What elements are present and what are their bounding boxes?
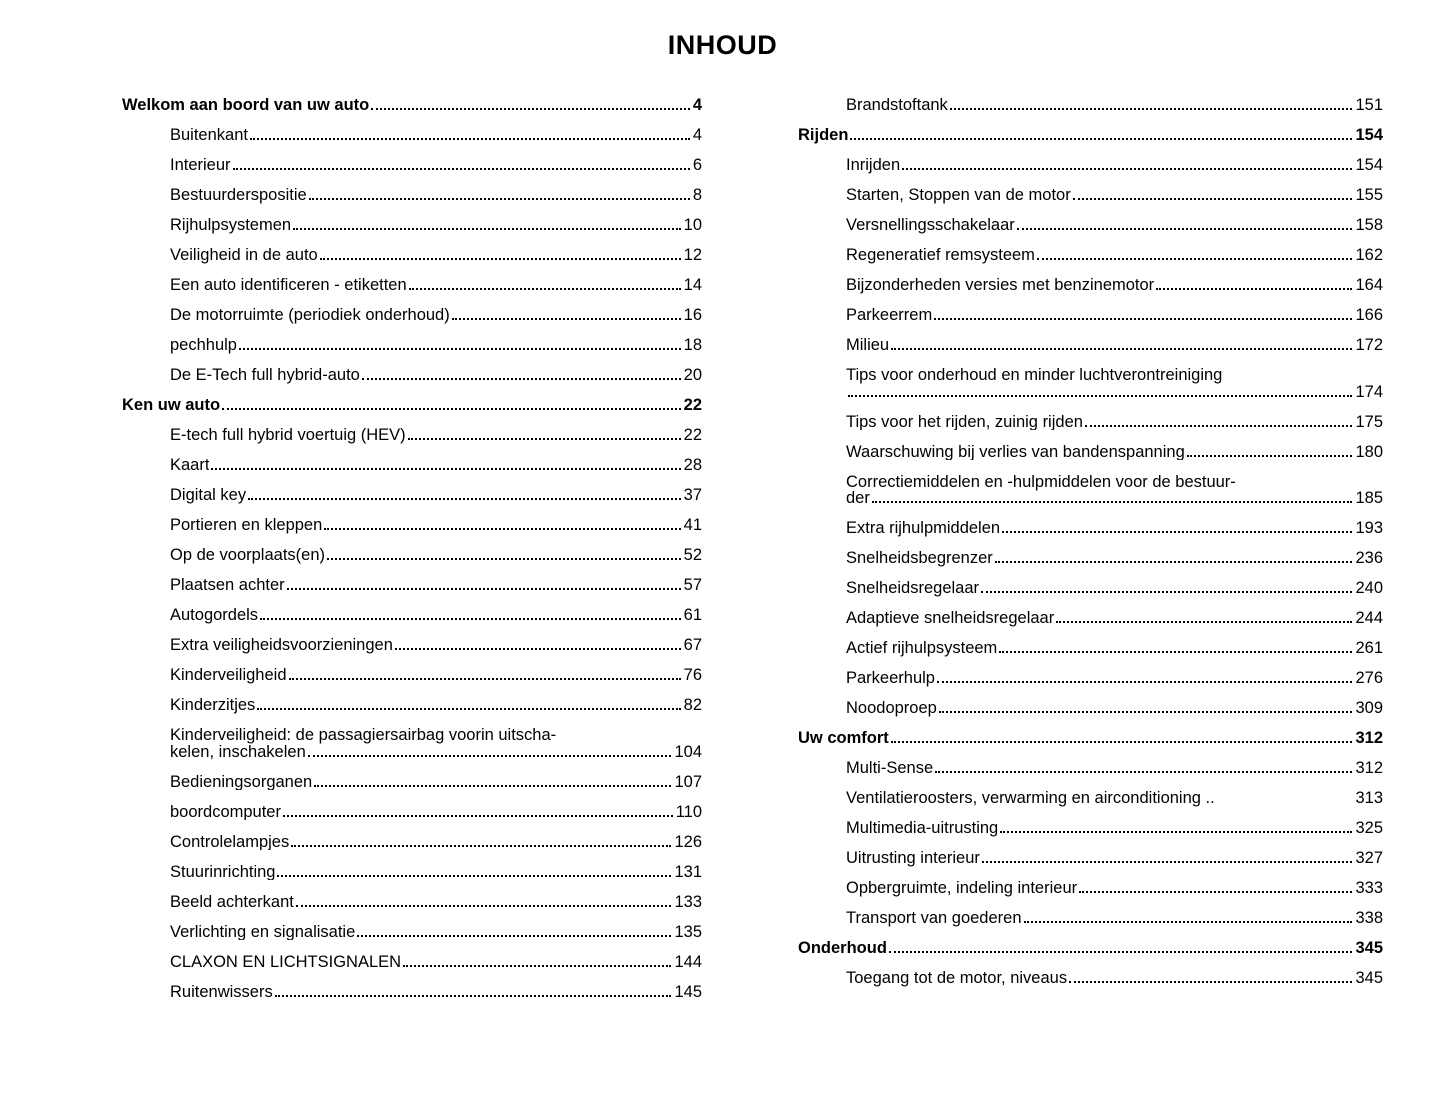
toc-leader-dots (891, 741, 1353, 743)
toc-entry-label: E-tech full hybrid voertuig (HEV) (170, 427, 406, 444)
toc-entry[interactable] (846, 367, 1383, 401)
toc-entry-label: Een auto identificeren - etiketten (170, 277, 407, 294)
toc-entry[interactable] (170, 834, 702, 851)
toc-entry-label: Tips voor het rijden, zuinig rijden (846, 413, 1083, 430)
toc-entry-label: Tips voor onderhoud en minder luchtverontreiniging (846, 366, 1223, 384)
toc-leader-dots (222, 408, 681, 410)
toc-page-number: 41 (683, 516, 702, 534)
toc-entry-label: De E-Tech full hybrid-auto (170, 367, 360, 384)
toc-entry[interactable] (846, 850, 1383, 867)
toc-page-number: 155 (1355, 186, 1383, 204)
toc-entry-label: Extra veiligheidsvoorzieningen (170, 637, 393, 654)
toc-entry[interactable] (846, 307, 1383, 324)
toc-page-number: 8 (692, 186, 702, 204)
toc-leader-dots (950, 108, 1353, 110)
toc-entry-label: Versnellingsschakelaar (846, 217, 1015, 234)
toc-leader-dots (1056, 621, 1352, 623)
toc-entry-label: Bijzonderheden versies met benzinemotor (846, 277, 1155, 294)
toc-leader-dots (248, 498, 681, 500)
toc-entry[interactable] (170, 517, 702, 534)
toc-entry-label: Rijden (798, 127, 849, 144)
toc-leader-dots (408, 438, 681, 440)
toc-leader-dots (296, 905, 672, 907)
toc-entry-label: Multi-Sense (846, 760, 934, 777)
toc-leader-dots (1085, 425, 1353, 427)
toc-entry[interactable] (846, 444, 1383, 461)
toc-leader-dots (1069, 981, 1352, 983)
toc-entry-label: Portieren en kleppen (170, 517, 323, 534)
toc-entry[interactable] (170, 607, 702, 624)
toc-page-number: 313 (1355, 789, 1383, 807)
toc-page-number: 126 (674, 832, 702, 851)
toc-entry[interactable] (170, 457, 702, 474)
toc-page-number: 162 (1355, 246, 1383, 264)
toc-entry-label: Kaart (170, 457, 210, 474)
toc-leader-dots (409, 288, 681, 290)
toc-entry-label: CLAXON EN LICHTSIGNALEN (170, 953, 402, 970)
toc-entry[interactable] (846, 970, 1383, 987)
toc-leader-dots (293, 228, 681, 230)
toc-leader-dots (1000, 831, 1352, 833)
toc-entry[interactable] (170, 697, 702, 714)
toc-page-number: 16 (683, 306, 702, 324)
toc-leader-dots (1073, 198, 1353, 200)
toc-entry-label: Digital key (170, 487, 247, 504)
toc-entry-label: Beeld achterkant (170, 893, 294, 910)
toc-entry-label: Welkom aan boord van uw auto (122, 97, 370, 114)
toc-page-number: 240 (1355, 579, 1383, 597)
toc-page-number: 172 (1355, 336, 1383, 354)
toc-entry-label: Parkeerrem (846, 307, 933, 324)
toc-page-number: 333 (1355, 879, 1383, 897)
toc-entry[interactable] (846, 820, 1383, 837)
toc-leader-dots (275, 995, 672, 997)
toc-entry[interactable] (170, 984, 702, 1001)
toc-page-number: 327 (1355, 849, 1383, 867)
toc-leader-dots (320, 258, 681, 260)
toc-page-number: 6 (692, 156, 702, 174)
page-title: INHOUD (667, 30, 778, 60)
toc-entry-label: Correctiemiddelen en -hulpmiddelen voor de bestuur- (846, 472, 1236, 491)
toc-leader-dots (982, 861, 1353, 863)
toc-entry-label: Transport van goederen (846, 910, 1022, 927)
toc-page-number: 10 (683, 216, 702, 234)
toc-page-number: 154 (1355, 126, 1383, 144)
toc-entry[interactable] (170, 247, 702, 264)
toc-leader-dots (889, 951, 1353, 953)
toc-entry[interactable] (846, 97, 1383, 114)
toc-entry-label: Milieu (846, 337, 890, 354)
toc-entry-label: Bestuurderspositie (170, 187, 307, 204)
toc-page-number: 104 (674, 742, 702, 761)
toc-leader-dots (233, 168, 690, 170)
toc-entry-label: Veiligheid in de auto (170, 247, 318, 264)
toc-entry-label: Ventilatieroosters, verwarming en airconditioning .. (846, 790, 1215, 807)
toc-entry[interactable] (170, 774, 702, 791)
toc-entry-label: De motorruimte (periodiek onderhoud) (170, 307, 450, 324)
toc-page-number: 4 (692, 126, 702, 144)
toc-entry-label-cont: kelen, inschakelen (170, 743, 306, 760)
toc-leader-dots (1037, 258, 1353, 260)
toc-entry[interactable] (846, 670, 1383, 687)
toc-entry[interactable] (846, 550, 1383, 567)
toc-page-number: 164 (1355, 276, 1383, 294)
toc-page-number: 151 (1355, 96, 1383, 114)
toc-entry[interactable] (170, 187, 702, 204)
toc-entry[interactable] (798, 730, 1383, 747)
toc-entry-label: Ken uw auto (122, 397, 221, 414)
toc-entry[interactable] (170, 427, 702, 444)
toc-leader-dots (935, 771, 1352, 773)
toc-entry-label: Rijhulpsystemen (170, 217, 292, 234)
toc-page-number: 28 (683, 456, 702, 474)
toc-page-number: 67 (683, 636, 702, 654)
toc-page-number: 82 (683, 696, 702, 714)
toc-entry[interactable] (846, 790, 1383, 807)
toc-leader-dots (1079, 891, 1352, 893)
toc-entry[interactable] (846, 337, 1383, 354)
toc-entry-label: Waarschuwing bij verlies van bandenspanning (846, 443, 1185, 460)
toc-leader-dots (289, 678, 681, 680)
toc-page-number: 185 (1355, 489, 1383, 507)
toc-leader-dots (995, 561, 1353, 563)
toc-entry-label: Parkeerhulp (846, 670, 935, 687)
toc-entry[interactable] (846, 760, 1383, 777)
toc-page-number: 338 (1355, 909, 1383, 927)
toc-entry-label: Extra rijhulpmiddelen (846, 520, 1001, 537)
toc-entry[interactable] (170, 367, 702, 384)
toc-page-number: 158 (1355, 216, 1383, 234)
toc-page-number: 175 (1355, 412, 1383, 431)
toc-leader-dots (314, 785, 671, 787)
toc-entry[interactable] (846, 700, 1383, 717)
toc-page-number: 180 (1355, 442, 1383, 461)
toc-leader-dots (239, 348, 681, 350)
toc-entry-label: Ruitenwissers (170, 983, 273, 1000)
toc-leader-dots (287, 588, 681, 590)
toc-entry-label: Kinderveiligheid: de passagiersairbag voorin uitscha- (170, 726, 557, 744)
toc-entry[interactable] (846, 277, 1383, 294)
toc-page-number: 135 (674, 922, 702, 941)
toc-leader-dots (1024, 921, 1353, 923)
toc-page-number: 325 (1355, 819, 1383, 837)
toc-page-number: 22 (683, 426, 702, 444)
toc-leader-dots (309, 198, 690, 200)
toc-page-number: 345 (1355, 939, 1383, 957)
toc-page-number: 236 (1355, 549, 1383, 567)
toc-entry-label: Buitenkant (170, 127, 248, 144)
toc-page-number: 20 (683, 366, 702, 384)
toc-page-number: 193 (1355, 519, 1383, 537)
toc-entry[interactable] (170, 894, 702, 911)
toc-entry[interactable] (846, 520, 1383, 537)
toc-leader-dots (848, 395, 1352, 397)
toc-page (0, 30, 1445, 1100)
toc-entry[interactable] (170, 337, 702, 354)
toc-leader-dots (902, 168, 1352, 170)
toc-page-number: 52 (683, 546, 702, 564)
toc-entry[interactable] (170, 277, 702, 294)
toc-entry[interactable] (170, 547, 702, 564)
toc-leader-dots (999, 651, 1352, 653)
toc-entry[interactable] (846, 474, 1383, 508)
toc-entry-label: Snelheidsregelaar (846, 580, 980, 597)
toc-entry[interactable] (170, 127, 702, 144)
toc-entry[interactable] (170, 637, 702, 654)
toc-columns (0, 97, 1445, 1014)
toc-entry[interactable] (846, 880, 1383, 897)
toc-page-number: 244 (1355, 609, 1383, 627)
toc-entry-label: Inrijden (846, 157, 901, 174)
toc-entry[interactable] (846, 414, 1383, 431)
toc-entry[interactable] (846, 247, 1383, 264)
toc-entry-label: boordcomputer (170, 803, 281, 820)
toc-entry[interactable] (846, 610, 1383, 627)
toc-leader-dots (1187, 455, 1353, 457)
toc-leader-dots (291, 845, 671, 847)
toc-page-number: 144 (674, 952, 702, 971)
toc-entry[interactable] (170, 667, 702, 684)
toc-entry[interactable] (170, 577, 702, 594)
toc-entry[interactable] (846, 580, 1383, 597)
toc-entry[interactable] (170, 217, 702, 234)
toc-leader-dots (260, 618, 681, 620)
toc-page-number: 18 (683, 336, 702, 354)
toc-entry[interactable] (798, 940, 1383, 957)
toc-entry-label: Noodoproep (846, 700, 937, 717)
toc-leader-dots (403, 965, 671, 967)
toc-entry[interactable] (170, 864, 702, 881)
toc-page-number: 345 (1355, 969, 1383, 987)
toc-page-number: 37 (683, 486, 702, 504)
toc-entry[interactable] (122, 397, 702, 414)
toc-page-number: 261 (1355, 639, 1383, 657)
toc-page-number: 166 (1355, 306, 1383, 324)
toc-entry-label: Controlelampjes (170, 833, 290, 850)
toc-entry-label: Autogordels (170, 607, 259, 624)
toc-entry[interactable] (122, 97, 702, 114)
toc-leader-dots (1156, 288, 1352, 290)
toc-entry[interactable] (170, 804, 702, 821)
toc-page-number: 57 (683, 576, 702, 594)
toc-entry-label: Op de voorplaats(en) (170, 547, 326, 564)
toc-entry-label: Snelheidsbegrenzer (846, 550, 993, 567)
toc-entry-label: Kinderveiligheid (170, 667, 287, 684)
toc-leader-dots (211, 468, 680, 470)
toc-entry-label: pechhulp (170, 337, 237, 354)
toc-entry-label-cont: der (846, 490, 870, 507)
toc-leader-dots (357, 935, 671, 937)
toc-leader-dots (850, 138, 1352, 140)
toc-page-number: 145 (674, 982, 702, 1001)
toc-entry[interactable] (170, 307, 702, 324)
toc-entry[interactable] (846, 187, 1383, 204)
toc-leader-dots (327, 558, 681, 560)
toc-leader-dots (395, 648, 681, 650)
toc-leader-dots (250, 138, 690, 140)
toc-page-number: 309 (1355, 699, 1383, 717)
toc-column-left (122, 97, 702, 1014)
toc-entry-label: Toegang tot de motor, niveaus (846, 970, 1068, 987)
toc-entry-label: Bedieningsorganen (170, 773, 313, 790)
toc-page-number: 276 (1355, 669, 1383, 687)
toc-entry[interactable] (170, 954, 702, 971)
toc-page-number: 14 (683, 276, 702, 294)
toc-entry-label: Verlichting en signalisatie (170, 923, 356, 940)
toc-page-number: 110 (675, 802, 702, 821)
toc-entry-label: Kinderzitjes (170, 697, 256, 714)
toc-leader-dots (308, 755, 672, 757)
toc-page-number: 107 (674, 772, 702, 791)
toc-page-number: 133 (674, 892, 702, 911)
toc-page-number: 154 (1355, 156, 1383, 174)
toc-leader-dots (891, 348, 1352, 350)
toc-page-number: 131 (674, 862, 702, 881)
toc-leader-dots (283, 815, 673, 817)
toc-entry-label: Brandstoftank (846, 97, 948, 114)
toc-entry[interactable] (170, 727, 702, 761)
toc-page-number: 76 (683, 666, 702, 684)
toc-page-number: 174 (1355, 382, 1383, 401)
toc-page-number: 4 (692, 96, 702, 114)
toc-entry[interactable] (846, 640, 1383, 657)
toc-entry[interactable] (846, 217, 1383, 234)
toc-leader-dots (1017, 228, 1353, 230)
toc-leader-dots (1002, 531, 1352, 533)
toc-leader-dots (937, 681, 1352, 683)
toc-entry-label: Adaptieve snelheidsregelaar (846, 610, 1055, 627)
toc-leader-dots (452, 318, 681, 320)
toc-leader-dots (981, 591, 1352, 593)
toc-entry-label: Onderhoud (798, 940, 887, 957)
toc-entry-label: Actief rijhulpsysteem (846, 640, 998, 657)
toc-entry-label: Regeneratief remsysteem (846, 247, 1035, 264)
toc-entry-label: Multimedia-uitrusting (846, 820, 999, 837)
toc-page-number: 312 (1355, 759, 1383, 777)
toc-entry-label: Plaatsen achter (170, 577, 285, 594)
toc-leader-dots (324, 528, 680, 530)
toc-leader-dots (934, 318, 1352, 320)
toc-leader-dots (371, 108, 690, 110)
toc-entry-label: Uw comfort (798, 730, 889, 747)
toc-leader-dots (277, 875, 671, 877)
toc-page-number: 312 (1355, 729, 1383, 747)
toc-entry[interactable] (170, 487, 702, 504)
toc-column-right (798, 97, 1383, 1014)
toc-page-number: 22 (683, 396, 702, 414)
toc-page-number: 12 (683, 246, 702, 264)
toc-entry-label: Stuurinrichting (170, 863, 276, 880)
toc-entry[interactable] (170, 157, 702, 174)
toc-entry[interactable] (846, 910, 1383, 927)
toc-leader-dots (362, 378, 681, 380)
toc-leader-dots (872, 501, 1353, 503)
toc-page-number: 61 (683, 606, 702, 624)
toc-entry[interactable] (170, 924, 702, 941)
toc-entry[interactable] (846, 157, 1383, 174)
toc-leader-dots (939, 711, 1353, 713)
toc-entry[interactable] (798, 127, 1383, 144)
toc-entry-label: Interieur (170, 157, 231, 174)
toc-entry-label: Opbergruimte, indeling interieur (846, 880, 1078, 897)
toc-leader-dots (257, 708, 680, 710)
toc-entry-label: Starten, Stoppen van de motor (846, 187, 1071, 204)
toc-entry-label: Uitrusting interieur (846, 850, 980, 867)
